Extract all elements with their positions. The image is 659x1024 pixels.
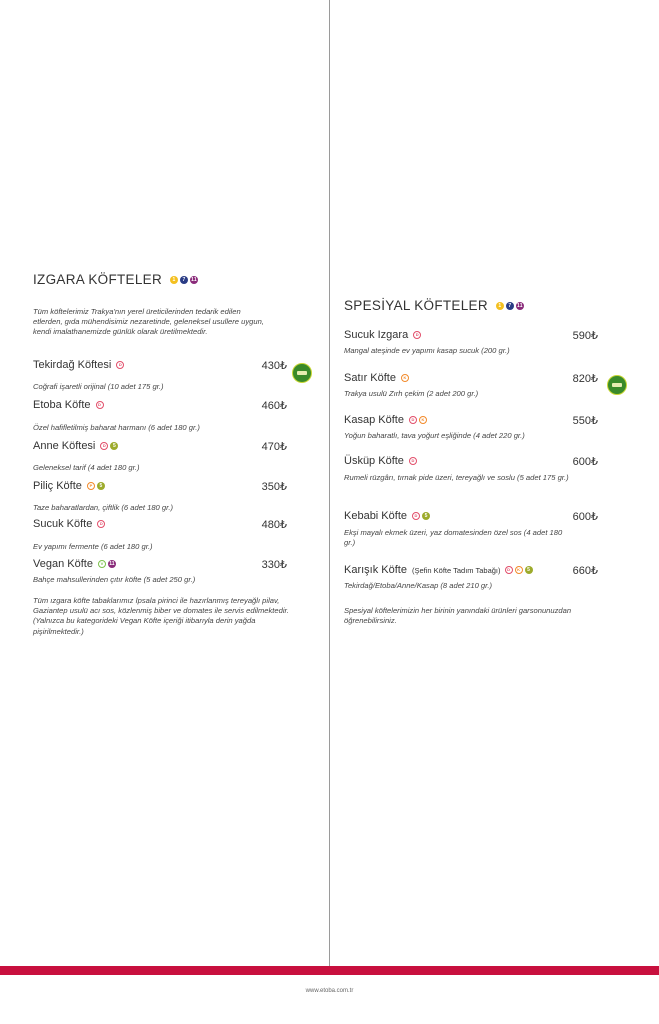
item-name-text: Karışık Köfte	[344, 564, 407, 576]
allergen-icon: 5	[97, 482, 105, 490]
menu-item-price: 660₺	[572, 565, 598, 577]
menu-item-name	[33, 399, 106, 411]
menu-item-desc: Geleneksel tarif (4 adet 180 gr.)	[33, 463, 140, 472]
menu-item-desc: Trakya usulü Zırh çekim (2 adet 200 gr.)	[344, 389, 479, 398]
geo-indication-seal-icon	[607, 375, 627, 395]
menu-item-price: 330₺	[261, 559, 287, 571]
menu-item-desc: Tekirdağ/Etoba/Anne/Kasap (8 adet 210 gr.)	[344, 581, 493, 590]
item-name-text: Vegan Köfte	[33, 558, 93, 570]
menu-item-name	[344, 510, 432, 522]
menu-item-price: 480₺	[261, 519, 287, 531]
allergen-icon: D	[505, 566, 513, 574]
menu-item-name	[33, 440, 120, 452]
menu-item-name	[344, 372, 411, 384]
allergen-badge-7-icon: 7	[506, 302, 514, 310]
allergen-badge-1-icon: 1	[496, 302, 504, 310]
vegan-icon: V	[98, 560, 106, 568]
allergen-icon: D	[412, 512, 420, 520]
allergen-icon: 5	[525, 566, 533, 574]
menu-item-desc: Özel hafifletilmiş baharat harmanı (6 adet 180 gr.)	[33, 423, 200, 432]
item-subtitle: (Şefin Köfte Tadım Tabağı)	[411, 565, 501, 575]
right-note: Spesiyal köftelerimizin her birinin yanındaki ürünleri garsonunuzdan öğrenebilirsiniz.	[344, 606, 572, 626]
menu-item-price: 600₺	[572, 511, 598, 523]
intro-text: Tüm köftelerimiz Trakya'nın yerel üreticilerinden tedarik edilen etlerden, gıda mühendisimiz nezaretinde, geleneksel usullere uygun, kendi imalathanemizde günlük olarak üretilmektedir.	[33, 307, 264, 337]
item-name-text: Tekirdağ Köftesi	[33, 359, 112, 371]
section-title-spesiyal	[344, 298, 526, 313]
menu-item-desc: Taze baharatlardan, çiftlik (6 adet 180 gr.)	[33, 503, 174, 512]
column-divider	[329, 0, 330, 966]
menu-item-desc: Rumeli rüzgârı, tırnak pide üzeri, tereyağlı ve soslu (5 adet 175 gr.)	[344, 473, 569, 482]
menu-item-desc: Ekşi mayalı ekmek üzeri, yaz domatesinden özel sos (4 adet 180 gr.)	[344, 528, 563, 548]
section-title-text: SPESİYAL KÖFTELER	[344, 298, 488, 313]
menu-item-price: 350₺	[261, 481, 287, 493]
allergen-icon: D	[409, 457, 417, 465]
menu-item-name	[344, 414, 429, 426]
menu-item-price: 430₺	[261, 360, 287, 372]
menu-item-name	[33, 558, 118, 570]
menu-item-desc: Yoğun baharatlı, tava yoğurt eşliğinde (4 adet 220 gr.)	[344, 431, 525, 440]
item-name-text: Satır Köfte	[344, 372, 396, 384]
allergen-icon: 5	[422, 512, 430, 520]
menu-item-price: 550₺	[572, 415, 598, 427]
allergen-icon: D	[97, 520, 105, 528]
allergen-badge-11-icon: 11	[191, 276, 197, 283]
item-name-text: Kasap Köfte	[344, 414, 404, 426]
menu-item-name	[33, 518, 107, 530]
section-title-text: IZGARA KÖFTELER	[33, 272, 163, 287]
allergen-icon: D	[96, 401, 104, 409]
item-name-text: Kebabi Köfte	[344, 510, 407, 522]
allergen-badge-7-icon: 7	[180, 276, 188, 284]
allergen-icon: D	[413, 331, 421, 339]
menu-item-desc: Mangal ateşinde ev yapımı kasap sucuk (200 gr.)	[344, 346, 510, 355]
allergen-icon: K	[419, 416, 427, 424]
geo-indication-seal-icon	[292, 363, 312, 383]
item-name-text: Üsküp Köfte	[344, 455, 404, 467]
menu-item-desc: Bahçe mahsullerinden çıtır köfte (5 adet 250 gr.)	[33, 575, 196, 584]
menu-item-price: 460₺	[261, 400, 287, 412]
allergen-icon: 5	[110, 442, 118, 450]
item-name-text: Sucuk Izgara	[344, 329, 409, 341]
menu-item-name	[344, 564, 535, 576]
item-name-text: Anne Köftesi	[33, 440, 96, 452]
left-note: Tüm ızgara köfte tabaklarımız İpsala pirinci ile hazırlanmış tereyağlı pilav, Gaziantep usulü acı sos, közlenmiş biber ve domates ile servis edilmektedir. (Yalnızca bu kategorideki Vegan Köfte içeriği itibarıyla derin yağda pişirilmektedir.)	[33, 596, 289, 636]
allergen-icon: 11	[109, 561, 115, 567]
allergen-icon: K	[401, 374, 409, 382]
item-name-text: Piliç Köfte	[33, 480, 82, 492]
allergen-icon: D	[100, 442, 108, 450]
footer-url-link[interactable]: www.etoba.com.tr	[305, 988, 354, 994]
menu-item-price: 820₺	[572, 373, 598, 385]
allergen-icon: D	[116, 361, 124, 369]
menu-item-price: 590₺	[572, 330, 598, 342]
allergen-badge-1-icon: 1	[170, 276, 178, 284]
allergen-badge-11-icon: 11	[516, 302, 523, 309]
item-name-text: Sucuk Köfte	[33, 518, 93, 530]
menu-item-name	[33, 480, 107, 492]
menu-item-desc: Ev yapımı fermente (6 adet 180 gr.)	[33, 542, 153, 551]
menu-item-name	[344, 329, 423, 341]
menu-item-name	[344, 455, 419, 467]
menu-item-price: 600₺	[572, 456, 598, 468]
item-name-text: Etoba Köfte	[33, 399, 91, 411]
allergen-icon: D	[409, 416, 417, 424]
menu-item-desc: Coğrafi işaretli orijinal (10 adet 175 gr.)	[33, 382, 164, 391]
allergen-icon: K	[515, 566, 523, 574]
menu-item-name	[33, 359, 126, 371]
menu-item-price: 470₺	[261, 441, 287, 453]
footer-accent-band	[0, 966, 659, 975]
section-title-izgara	[33, 272, 200, 287]
allergen-icon: P	[87, 482, 95, 490]
